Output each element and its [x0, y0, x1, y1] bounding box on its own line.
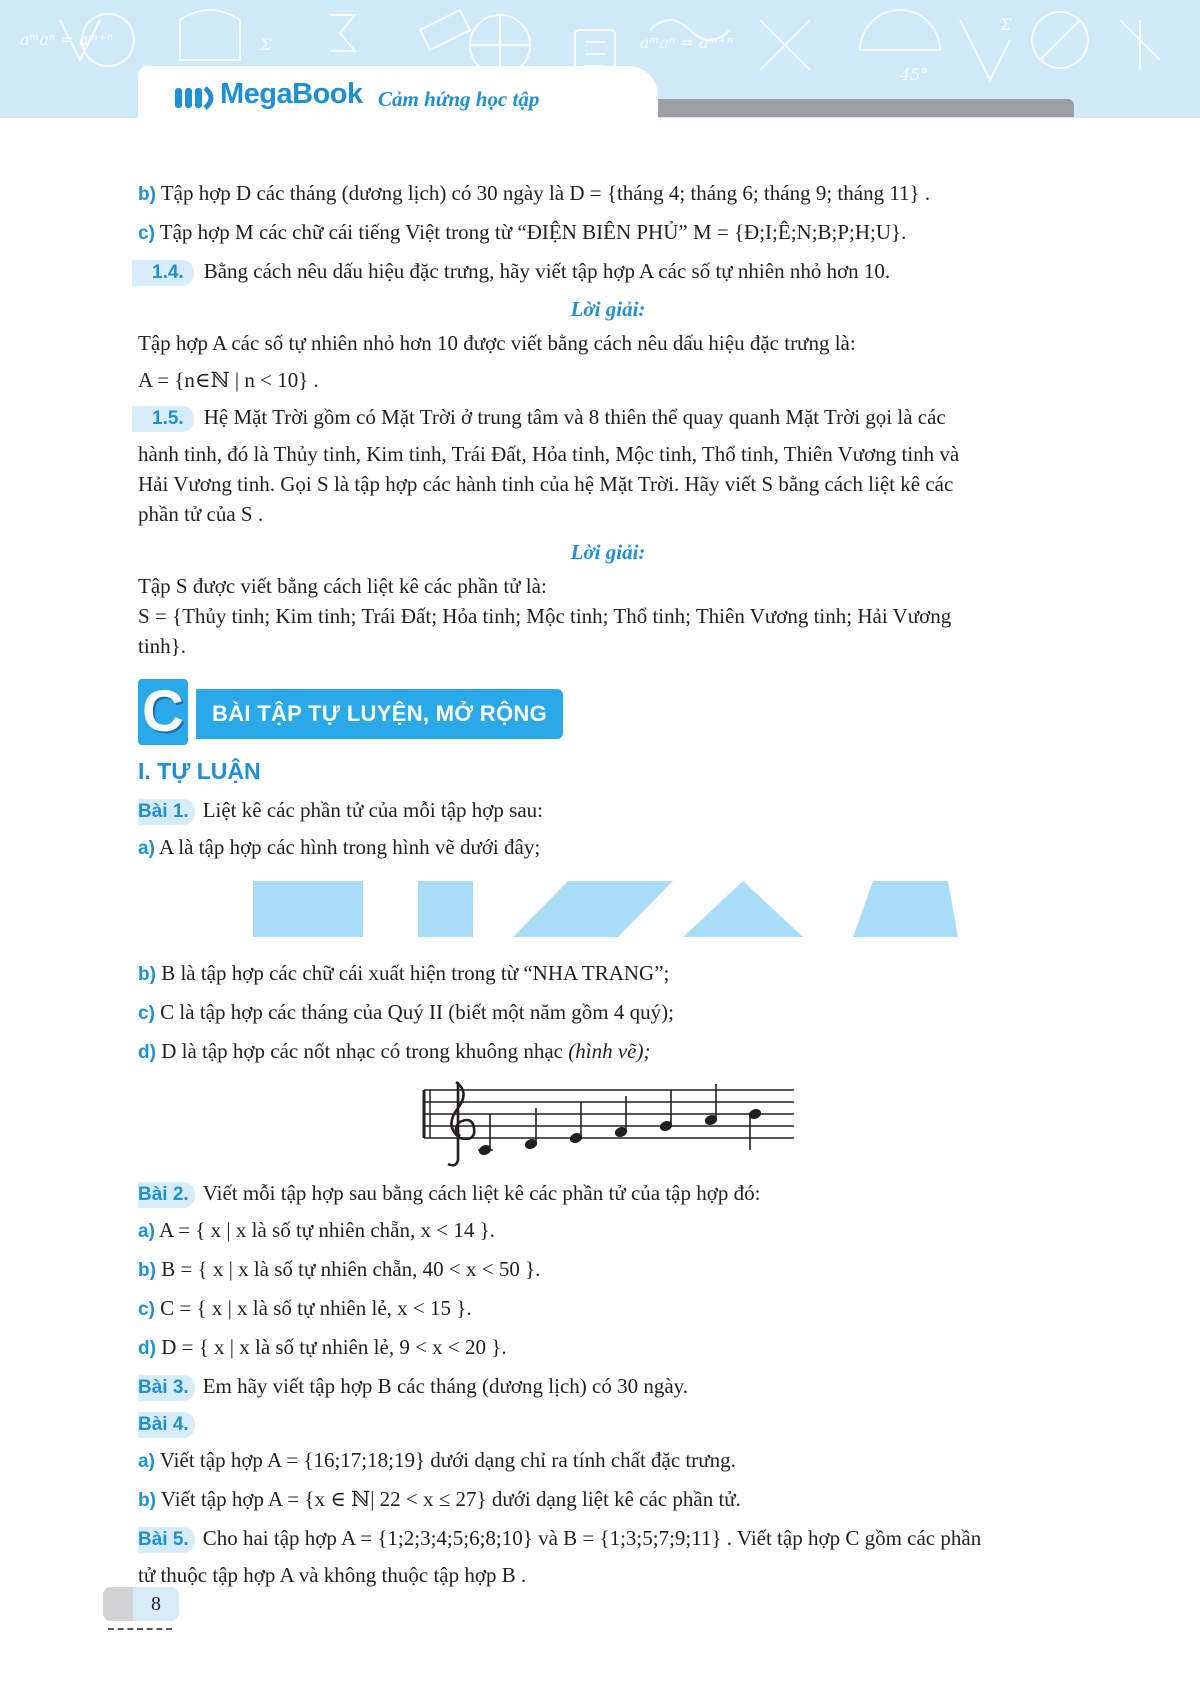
item-text: D = { x | x là số tự nhiên lẻ, 9 < x < 20 }. — [155, 1335, 507, 1359]
exercise-5 — [138, 1523, 1078, 1553]
music-notes — [478, 1084, 762, 1156]
section-letter-box — [138, 679, 188, 745]
treble-clef-icon — [448, 1082, 474, 1165]
item-label: c) — [138, 1299, 155, 1320]
section-c-banner — [138, 679, 1078, 745]
problem-number-tag: 1.4. — [132, 260, 194, 286]
paragraph-line — [138, 217, 1078, 249]
footer-dashed-line — [108, 1628, 172, 1630]
exercise-text: Viết mỗi tập hợp sau bằng cách liệt kê các phần tử của tập hợp đó: — [202, 1181, 761, 1205]
exercise-item — [138, 1215, 1078, 1247]
exercise-tag: Bài 3. — [138, 1375, 195, 1401]
exercise-item — [138, 1254, 1078, 1286]
exercise-text-line: tử thuộc tập hợp A và không thuộc tập hợp B . — [138, 1563, 527, 1587]
shapes-figure — [138, 876, 1078, 946]
exercise-item — [138, 997, 1078, 1029]
item-label: a) — [138, 1451, 155, 1472]
brand-slogan: Cảm hứng học tập — [378, 87, 540, 111]
item-text: Tập hợp D các tháng (dương lịch) có 30 ngày là D = {tháng 4; tháng 6; tháng 9; tháng 11} . — [155, 181, 931, 205]
item-label: c) — [138, 1003, 155, 1024]
item-text: B là tập hợp các chữ cái xuất hiện trong từ “NHA TRANG”; — [155, 961, 670, 985]
svg-text:Σ: Σ — [260, 35, 272, 54]
square-shape — [418, 881, 473, 937]
item-label: c) — [138, 223, 155, 244]
item-text: C = { x | x là số tự nhiên lẻ, x < 15 }. — [154, 1296, 472, 1320]
solution-line: tinh}. — [138, 634, 186, 658]
rectangle-shape — [253, 881, 363, 937]
problem-text: Bằng cách nêu dấu hiệu đặc trưng, hãy viết tập hợp A các số tự nhiên nhỏ hơn 10. — [203, 259, 891, 283]
item-text: D là tập hợp các nốt nhạc có trong khuông nhạc — [155, 1039, 569, 1063]
exercise-item — [138, 1332, 1078, 1364]
item-text: Tập hợp M các chữ cái tiếng Việt trong từ “ĐIỆN BIÊN PHỦ” M = {Đ;I;Ê;N;B;P;H;U}. — [154, 220, 907, 244]
page-number: 8 — [133, 1587, 179, 1621]
page-number-tab-gray — [103, 1587, 135, 1621]
exercise-text: Em hãy viết tập hợp B các tháng (dương lịch) có 30 ngày. — [202, 1374, 689, 1398]
solution-line: Tập hợp A các số tự nhiên nhỏ hơn 10 được viết bằng cách nêu dấu hiệu đặc trưng là: — [138, 331, 856, 355]
item-text: Viết tập hợp A = {16;17;18;19} dưới dạng chỉ ra tính chất đặc trưng. — [154, 1448, 736, 1472]
problem-text-line: hành tinh, đó là Thủy tinh, Kim tinh, Trái Đất, Hỏa tinh, Mộc tinh, Thổ tinh, Thiên Vương tinh và — [138, 442, 960, 466]
exercise-text: Cho hai tập hợp A = {1;2;3;4;5;6;8;10} và B = {1;3;5;7;9;11} . Viết tập hợp C gồm các phần — [202, 1526, 982, 1550]
problem-1-4 — [138, 256, 1078, 286]
exercise-2 — [138, 1178, 1078, 1208]
exercise-item — [138, 1484, 1078, 1516]
music-staff-svg — [138, 1078, 1078, 1170]
svg-text:45°: 45° — [900, 65, 929, 84]
subsection-heading: I. TỰ LUẬN — [138, 758, 261, 784]
exercise-tag: Bài 4. — [138, 1412, 195, 1438]
svg-text:aᵐaⁿ = aᵐ⁺ⁿ: aᵐaⁿ = aᵐ⁺ⁿ — [640, 33, 734, 52]
section-title: BÀI TẬP TỰ LUYỆN, MỞ RỘNG — [196, 689, 563, 739]
problem-text: Hệ Mặt Trời gồm có Mặt Trời ở trung tâm và 8 thiên thể quay quanh Mặt Trời gọi là các — [203, 405, 946, 429]
brand-name: MegaBook — [220, 78, 363, 110]
shapes-svg — [138, 876, 1078, 946]
exercise-tag: Bài 2. — [138, 1182, 195, 1208]
solution-line: S = {Thủy tinh; Kim tinh; Trái Đất; Hỏa tinh; Mộc tinh; Thổ tinh; Thiên Vương tinh; Hải Vương — [138, 604, 952, 628]
exercise-item — [138, 958, 1078, 990]
header-gray-bar — [640, 99, 1074, 117]
item-text: A là tập hợp các hình trong hình vẽ dưới đây; — [154, 835, 541, 859]
problem-number-tag: 1.5. — [132, 406, 194, 432]
exercise-item — [138, 1293, 1078, 1325]
page-number-tab — [103, 1587, 179, 1621]
problem-text-line: phần tử của S . — [138, 502, 264, 526]
section-letter: C — [142, 679, 184, 744]
solution-line: Tập S được viết bằng cách liệt kê các phần tử là: — [138, 574, 547, 598]
parallelogram-shape — [513, 881, 673, 937]
exercise-1 — [138, 795, 1078, 825]
music-staff-figure — [138, 1078, 1078, 1170]
paragraph-line — [138, 178, 1078, 210]
solution-heading: Lời giải: — [570, 540, 646, 564]
exercise-item — [138, 832, 1078, 864]
item-label: b) — [138, 1490, 156, 1511]
exercise-4 — [138, 1408, 1078, 1438]
problem-1-5 — [138, 402, 1078, 432]
solution-heading: Lời giải: — [570, 297, 646, 321]
item-label: a) — [138, 838, 155, 859]
solution-formula: A = {n∈ℕ | n < 10} . — [138, 368, 319, 392]
problem-text-line: Hải Vương tinh. Gọi S là tập hợp các hành tinh của hệ Mặt Trời. Hãy viết S bằng cách liệt kê các — [138, 472, 954, 496]
item-text: B = { x | x là số tự nhiên chẵn, 40 < x < 50 }. — [155, 1257, 541, 1281]
exercise-item — [138, 1445, 1078, 1477]
item-text: A = { x | x là số tự nhiên chẵn, x < 14 }. — [154, 1218, 495, 1242]
item-label: b) — [138, 184, 156, 205]
exercise-tag: Bài 5. — [138, 1527, 195, 1553]
item-text: C là tập hợp các tháng của Quý II (biết một năm gồm 4 quý); — [154, 1000, 674, 1024]
item-label: d) — [138, 1338, 156, 1359]
item-label: b) — [138, 1260, 156, 1281]
svg-text:aᵐaⁿ = aᵐ⁺ⁿ: aᵐaⁿ = aᵐ⁺ⁿ — [20, 30, 114, 49]
exercise-3 — [138, 1371, 1078, 1401]
svg-text:Σ: Σ — [1000, 15, 1012, 34]
page-content — [138, 178, 1078, 1590]
item-text: Viết tập hợp A = {x ∈ ℕ| 22 < x ≤ 27} dưới dạng liệt kê các phần tử. — [155, 1487, 741, 1511]
exercise-text: Liệt kê các phần tử của mỗi tập hợp sau: — [202, 798, 543, 822]
megabook-logo-icon — [175, 86, 217, 110]
triangle-shape — [683, 881, 803, 937]
trapezoid-shape — [853, 881, 958, 937]
item-label: d) — [138, 1042, 156, 1063]
exercise-item — [138, 1036, 1078, 1068]
exercise-tag: Bài 1. — [138, 799, 195, 825]
item-italic-note: (hình vẽ); — [568, 1039, 651, 1063]
item-label: b) — [138, 964, 156, 985]
item-label: a) — [138, 1221, 155, 1242]
